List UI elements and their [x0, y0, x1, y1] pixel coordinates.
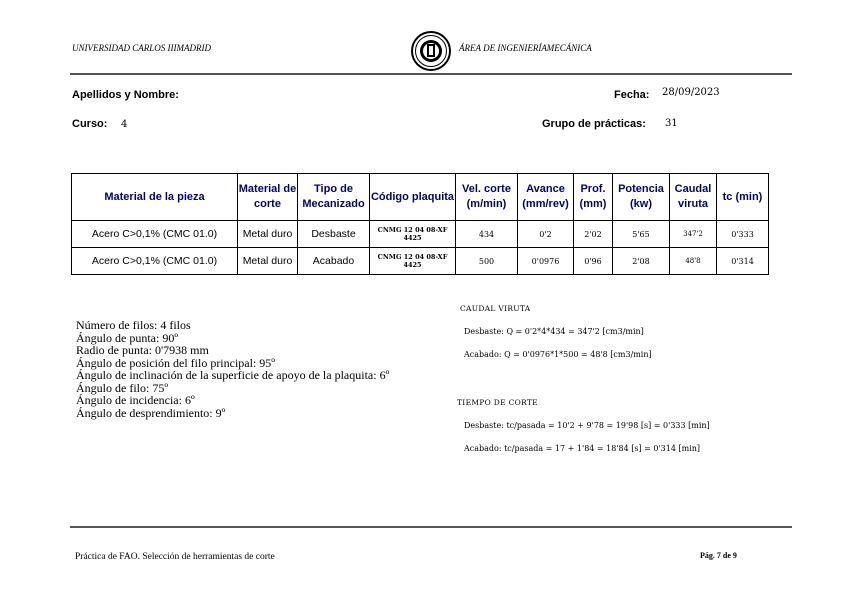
caudal-desbaste: Desbaste: Q = 0'2*4*434 = 347'2 [cm3/min]: [464, 327, 644, 336]
department-name: ÁREA DE INGENIERÍAMECÁNICA: [459, 43, 592, 53]
spec-line: Ángulo de filo: 75º: [76, 380, 169, 395]
table-cell: Metal duro: [238, 248, 298, 275]
header-material-corte: Material de corte: [238, 174, 298, 221]
university-name: UNIVERSIDAD CARLOS IIIMADRID: [72, 43, 211, 53]
header-potencia: Potencia (kw): [613, 174, 670, 221]
table-cell: CNMG 12 04 08-XF 4425: [370, 221, 456, 248]
table-cell: 347'2: [670, 221, 717, 248]
table-cell: 434: [456, 221, 518, 248]
header-vel-corte: Vel. corte (m/min): [456, 174, 518, 221]
course-value: 4: [121, 119, 128, 130]
group-label: Grupo de prácticas:: [542, 118, 646, 130]
spec-line: Ángulo de incidencia: 6º: [76, 393, 195, 407]
table-row: [72, 248, 769, 275]
date-label: Fecha:: [614, 89, 650, 101]
spec-line: Número de filos: 4 filos: [76, 318, 191, 332]
header-material-pieza: Material de la pieza: [72, 174, 238, 221]
date-value: 28/09/2023: [662, 87, 720, 98]
table-cell: 0'2: [518, 221, 574, 248]
table-row: [72, 221, 769, 248]
header-divider: [70, 73, 792, 75]
header-avance: Avance (mm/rev): [518, 174, 574, 221]
footer-text: Práctica de FAO. Selección de herramientas de corte: [75, 552, 275, 562]
spec-line: Ángulo de inclinación de la superficie de apoyo de la plaquita: 6º: [76, 368, 390, 382]
header-codigo-plaquita: Código plaquita: [370, 174, 456, 221]
university-seal-icon: [410, 30, 452, 72]
page-number: Pág. 7 de 9: [700, 551, 737, 560]
table-cell: 500: [456, 248, 518, 275]
caudal-title: CAUDAL VIRUTA: [460, 304, 531, 313]
table-cell: 5'65: [613, 221, 670, 248]
table-cell: Acero C>0,1% (CMC 01.0): [72, 221, 238, 248]
header-prof: Prof. (mm): [574, 174, 613, 221]
tiempo-title: TIEMPO DE CORTE: [457, 398, 538, 407]
table-cell: 0'96: [574, 248, 613, 275]
spec-line: Ángulo de punta: 90º: [76, 330, 179, 345]
table-cell: Desbaste: [298, 221, 370, 248]
header-tipo-mecanizado: Tipo de Mecanizado: [298, 174, 370, 221]
spec-line: Radio de punta: 0'7938 mm: [76, 343, 209, 357]
group-value: 31: [665, 118, 678, 129]
caudal-acabado: Acabado: Q = 0'0976*1*500 = 48'8 [cm3/min]: [464, 350, 652, 359]
name-label: Apellidos y Nombre:: [72, 89, 179, 101]
table-header-row: [72, 174, 769, 221]
table-cell: Metal duro: [238, 221, 298, 248]
table-cell: 0'333: [717, 221, 769, 248]
tiempo-acabado: Acabado: tc/pasada = 17 + 1'84 = 18'84 [s] = 0'314 [min]: [464, 444, 701, 453]
tiempo-desbaste: Desbaste: tc/pasada = 10'2 + 9'78 = 19'98 [s] = 0'333 [min]: [464, 421, 710, 430]
insert-specs: [76, 319, 389, 419]
table-cell: Acabado: [298, 248, 370, 275]
course-label: Curso:: [72, 118, 108, 130]
table-cell: 2'08: [613, 248, 670, 275]
table-cell: 2'02: [574, 221, 613, 248]
table-cell: 0'314: [717, 248, 769, 275]
spec-line: Ángulo de posición del filo principal: 95º: [76, 355, 276, 370]
table-cell: 0'0976: [518, 248, 574, 275]
table-cell: Acero C>0,1% (CMC 01.0): [72, 248, 238, 275]
footer-divider: [70, 526, 792, 528]
tools-table: [71, 173, 769, 275]
header-caudal-viruta: Caudal viruta: [670, 174, 717, 221]
table-cell: 48'8: [670, 248, 717, 275]
table-cell: CNMG 12 04 08-XF 4425: [370, 248, 456, 275]
header-tc: tc (min): [717, 174, 769, 221]
spec-line: Ángulo de desprendimiento: 9º: [76, 405, 226, 420]
